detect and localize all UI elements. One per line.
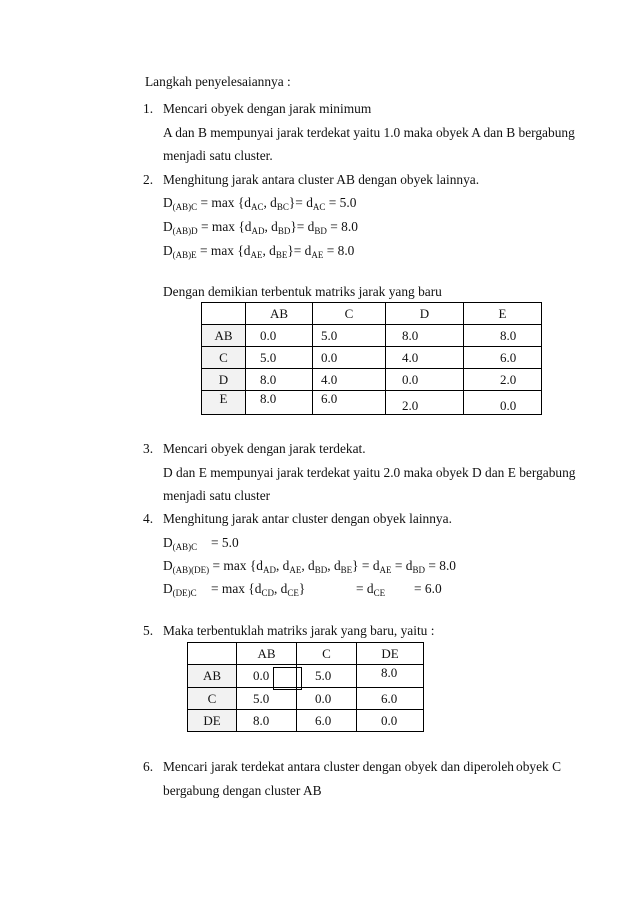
table-cell: 6.0 <box>313 391 386 415</box>
step1-title: Mencari obyek dengan jarak minimum <box>163 101 372 116</box>
step6-line1: Mencari jarak terdekat antara cluster dengan obyek dan diperoleh <box>163 759 514 774</box>
step4-formula-3-value: = 6.0 <box>414 581 442 596</box>
table-header-cell: E <box>464 303 542 325</box>
table-cell: 0.0 <box>297 688 357 710</box>
table-cell: 5.0 <box>297 665 357 688</box>
table-row <box>188 665 424 688</box>
step6-line2: bergabung dengan cluster AB <box>163 783 322 798</box>
table-cell: 2.0 <box>386 391 464 415</box>
table-cell: 0.0 <box>246 325 313 347</box>
table-cell: 0.0 <box>357 710 424 732</box>
step1-line2: menjadi satu cluster. <box>163 148 273 163</box>
table-cell: 8.0 <box>237 710 297 732</box>
step4-number: 4. <box>143 511 154 526</box>
step6-number: 6. <box>143 759 154 774</box>
highlight-square <box>273 667 302 690</box>
table-header-cell: AB <box>246 303 313 325</box>
table-corner-cell <box>202 303 246 325</box>
table-header-cell: C <box>313 303 386 325</box>
table-cell: 5.0 <box>237 688 297 710</box>
table-cell: 2.0 <box>464 369 542 391</box>
row-header: AB <box>202 325 246 347</box>
row-header: C <box>188 688 237 710</box>
step2-number: 2. <box>143 172 154 187</box>
table-cell: 8.0 <box>464 325 542 347</box>
step4-formula-3-rhs: = $\max \{d_{CD}$, $d_{CE}$} <box>211 581 306 598</box>
distance-matrix-2 <box>187 642 424 732</box>
table-cell: 8.0 <box>386 325 464 347</box>
table-header-cell: AB <box>237 643 297 665</box>
table-cell: 0.0 <box>313 347 386 369</box>
step2-title: Menghitung jarak antara cluster AB dengan obyek lainnya. <box>163 172 480 187</box>
step2-conclusion: Dengan demikian terbentuk matriks jarak yang baru <box>163 284 442 299</box>
table-cell: 0.0 <box>386 369 464 391</box>
table-cell: 0.0 <box>464 391 542 415</box>
row-header: DE <box>188 710 237 732</box>
step3-line2: menjadi satu cluster <box>163 488 271 503</box>
table-cell: 6.0 <box>464 347 542 369</box>
row-header: AB <box>188 665 237 688</box>
step4-formula-3: $D_{(DE)C}$ <box>163 581 197 598</box>
step4-formula-1-value: = 5.0 <box>211 535 239 550</box>
table-cell: 5.0 <box>246 347 313 369</box>
table-cell: 0.0 <box>237 665 297 688</box>
table-cell: 6.0 <box>357 688 424 710</box>
table-header-row <box>202 303 542 325</box>
step2-formula-3: $D_{(AB)E} = \max \{d_{AE}$, $d_{BE}\}= d_{AE} = 8.0$ <box>163 243 355 260</box>
table-header-cell: DE <box>357 643 424 665</box>
step5-number: 5. <box>143 623 154 638</box>
table-cell: 4.0 <box>386 347 464 369</box>
table-row <box>202 347 542 369</box>
step3-title: Mencari obyek dengan jarak terdekat. <box>163 441 366 456</box>
step1-number: 1. <box>143 101 154 116</box>
table-row <box>188 710 424 732</box>
step4-formula-2: $D_{(AB)(DE)} = \max \{d_{AD}$, $d_{AE}$, $d_{BD}$, $d_{BE}\} = d_{AE} = d_{BD} = 8.0$ <box>163 558 456 575</box>
step3-number: 3. <box>143 441 154 456</box>
table-cell: 8.0 <box>357 665 424 688</box>
table-header-row <box>188 643 424 665</box>
step6-line1-end: obyek C <box>516 759 562 774</box>
intro-text: Langkah penyelesaiannya : <box>145 74 291 89</box>
row-header: D <box>202 369 246 391</box>
step4-formula-3-result: = $d_{CE}$ <box>356 581 386 598</box>
step3-line1: D dan E mempunyai jarak terdekat yaitu 2.0 maka obyek D dan E bergabung <box>163 465 576 480</box>
table-cell: 6.0 <box>297 710 357 732</box>
distance-matrix-1 <box>201 302 542 415</box>
table-row <box>188 688 424 710</box>
step1-line1: A dan B mempunyai jarak terdekat yaitu 1.0 maka obyek A dan B bergabung <box>163 125 575 140</box>
step2-formula-1: $D_{(AB)C} = \max \{d_{AC}$, $d_{BC}\}= d_{AC} = 5.0$ <box>163 195 357 212</box>
step2-formula-2: $D_{(AB)D} = \max \{d_{AD}$, $d_{BD}\}= d_{BD} = 8.0$ <box>163 219 358 236</box>
table-row <box>202 369 542 391</box>
table-corner-cell <box>188 643 237 665</box>
table-cell: 8.0 <box>246 369 313 391</box>
row-header: C <box>202 347 246 369</box>
table-header-cell: C <box>297 643 357 665</box>
table-cell: 4.0 <box>313 369 386 391</box>
step4-title: Menghitung jarak antar cluster dengan obyek lainnya. <box>163 511 452 526</box>
step4-formula-1: $D_{(AB)C}$ <box>163 535 198 552</box>
row-header: E <box>202 391 246 415</box>
table-row <box>202 391 542 415</box>
step5-title: Maka terbentuklah matriks jarak yang baru, yaitu : <box>163 623 435 638</box>
table-cell: 5.0 <box>313 325 386 347</box>
table-cell: 8.0 <box>246 391 313 415</box>
table-row <box>202 325 542 347</box>
table-header-cell: D <box>386 303 464 325</box>
